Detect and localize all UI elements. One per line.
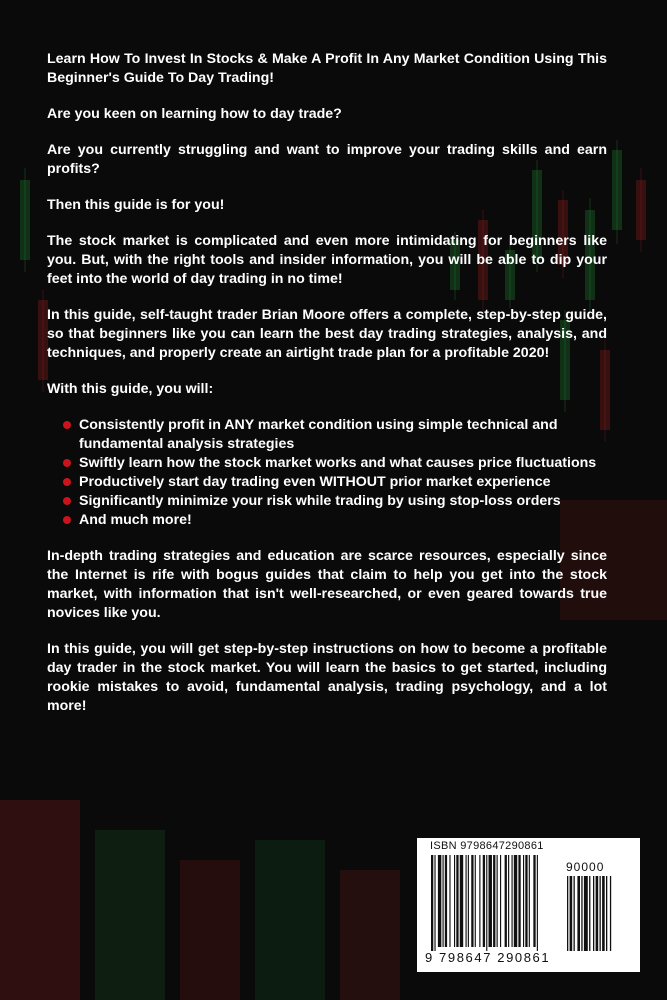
bullet-dot-icon xyxy=(63,497,71,505)
barcode-bar xyxy=(460,855,463,947)
background-block xyxy=(340,870,400,1000)
paragraph-closing: In this guide, you will get step-by-step instructions on how to become a profitable day trader in the stock market. You will learn the basics to get started, including rookie mistakes to avoid, fundamental analysis, trading psychology, and a lot more! xyxy=(47,641,607,714)
benefit-text: And much more! xyxy=(79,512,192,528)
benefit-text: Significantly minimize your risk while trading by using stop-loss orders xyxy=(79,493,561,509)
benefit-text: Productively start day trading even WITHOUT prior market experience xyxy=(79,474,551,490)
barcode-addon-bar xyxy=(567,876,568,951)
candle-body xyxy=(20,180,30,260)
barcode-bar xyxy=(445,855,447,947)
barcode-bar xyxy=(489,855,492,947)
barcode-digits: 9 798647 290861 xyxy=(425,950,551,965)
barcode-addon-bar xyxy=(610,876,611,951)
question-struggling: Are you currently struggling and want to improve your trading skills and earn profits? xyxy=(47,142,607,177)
isbn-label: ISBN 9798647290861 xyxy=(430,840,544,852)
benefit-item xyxy=(79,492,607,511)
benefit-item xyxy=(79,416,607,454)
benefit-text: Swiftly learn how the stock market works and what causes price fluctuations xyxy=(79,455,597,471)
barcode-addon-bar xyxy=(574,876,575,951)
barcode-bar xyxy=(537,855,538,951)
barcode-addon-bar xyxy=(600,876,601,951)
bullet-dot-icon xyxy=(63,421,71,429)
paragraph-scarce: In-depth trading strategies and education are scarce resources, especially since the Internet is rife with bogus guides that claim to help you get into the stock market, with information that isn't well-researched, or even geared towards true novices like you. xyxy=(47,548,607,621)
barcode-bar xyxy=(438,855,441,947)
barcode-bar xyxy=(468,855,469,947)
barcode-addon-bar xyxy=(589,876,590,951)
barcode-addon: 90000 xyxy=(566,860,605,874)
barcode-bar xyxy=(529,855,530,947)
barcode-bar xyxy=(454,855,455,947)
barcode-bar xyxy=(449,855,450,947)
barcode-addon-bar xyxy=(577,876,580,951)
candle-body xyxy=(612,150,622,230)
background-block xyxy=(255,840,325,1000)
barcode-addon-bar xyxy=(602,876,605,951)
background-block xyxy=(180,860,240,1000)
bullets-intro: With this guide, you will: xyxy=(47,381,214,397)
benefit-item xyxy=(79,473,607,492)
bullet-dot-icon xyxy=(63,478,71,486)
barcode-bar xyxy=(493,855,495,947)
background-block xyxy=(95,830,165,1000)
barcode-bar xyxy=(475,855,476,947)
barcode-bar xyxy=(500,855,501,947)
barcode-bar xyxy=(512,855,513,947)
barcode-bar xyxy=(443,855,444,947)
barcode-bar xyxy=(508,855,509,947)
barcode-bar xyxy=(483,855,485,947)
barcode-bar xyxy=(514,855,517,947)
headline: Learn How To Invest In Stocks & Make A Profit In Any Market Condition Using This Beginner's Guide To Day Trading! xyxy=(47,51,607,86)
question-keen: Are you keen on learning how to day trade? xyxy=(47,106,342,122)
barcode-bar xyxy=(434,855,435,951)
barcode-addon-bar xyxy=(593,876,594,951)
benefit-list xyxy=(47,416,607,530)
paragraph-author: In this guide, self-taught trader Brian Moore offers a complete, step-by-step guide, so that beginners like you can learn the best day trading strategies, analysis, and techniques, and properly create an airtight trade plan for a profitable 2020! xyxy=(47,307,607,361)
barcode-addon-bar xyxy=(606,876,607,951)
benefit-item xyxy=(79,454,607,473)
barcode-addon-bar xyxy=(581,876,582,951)
candle-body xyxy=(636,180,646,240)
bullet-dot-icon xyxy=(63,516,71,524)
barcode-addon-bar xyxy=(596,876,599,951)
barcode-bar xyxy=(456,855,458,947)
back-cover-text xyxy=(47,50,607,716)
barcode-addon-bar xyxy=(584,876,588,951)
barcode-bar xyxy=(523,855,524,947)
isbn-barcode xyxy=(417,838,640,972)
barcode-bar xyxy=(525,855,527,947)
background-block xyxy=(0,800,80,1000)
barcode-addon-bar xyxy=(570,876,573,951)
barcode-bar xyxy=(431,855,433,951)
barcode-bar xyxy=(479,855,480,947)
paragraph-market: The stock market is complicated and even more intimidating for beginners like you. But, with the right tools and insider information, you will be able to dip your feet into the world of day trading in no time! xyxy=(47,233,607,287)
barcode-bar xyxy=(486,855,487,951)
benefit-item xyxy=(79,511,607,530)
barcode-bar xyxy=(471,855,473,947)
barcode-bar xyxy=(518,855,520,947)
barcode-bar xyxy=(466,855,467,947)
barcode-bar xyxy=(533,855,535,947)
bullet-dot-icon xyxy=(63,459,71,467)
barcode-bar xyxy=(497,855,498,947)
barcode-bar xyxy=(505,855,507,947)
benefit-text: Consistently profit in ANY market condition using simple technical and fundamental analysis strategies xyxy=(79,417,558,452)
answer-line: Then this guide is for you! xyxy=(47,197,225,213)
